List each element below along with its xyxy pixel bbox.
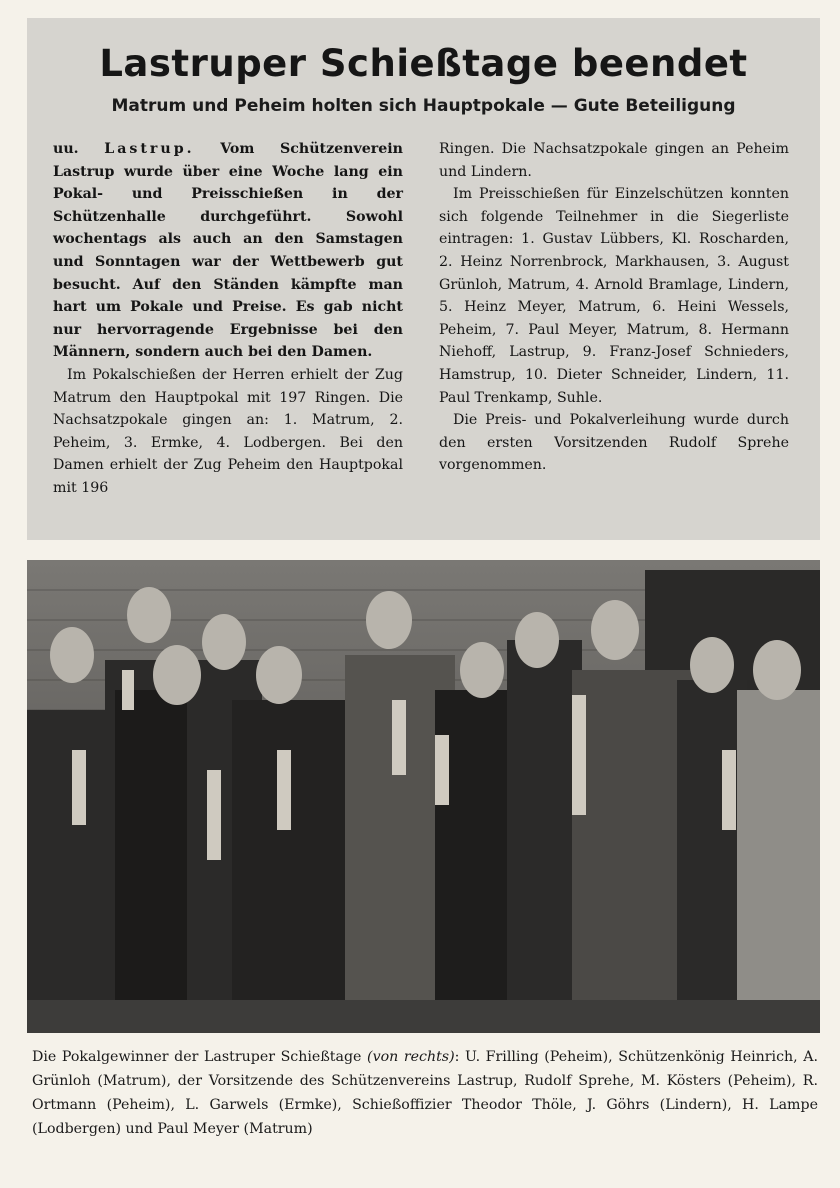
group-photo <box>27 560 820 1033</box>
article-headline: Lastruper Schießtage beendet <box>99 42 748 85</box>
caption-direction: (von rechts) <box>367 1049 455 1065</box>
article-column-right <box>439 138 789 477</box>
article-paragraph-2-continued: Ringen. Die Nachsatzpokale gingen an Peheim und Lindern. <box>439 141 789 180</box>
photo-caption <box>32 1045 818 1141</box>
dateline-place: Lastrup. <box>104 141 195 157</box>
newspaper-clipping <box>27 18 820 540</box>
article-column-left <box>53 138 403 500</box>
caption-intro: Die Pokalgewinner der Lastruper Schießtage <box>32 1049 362 1065</box>
article-paragraph-4: Die Preis- und Pokalverleihung wurde durch den ersten Vorsitzenden Rudolf Sprehe vorgenommen. <box>439 412 789 474</box>
group-photo-illustration <box>27 560 820 1033</box>
article-subheadline: Matrum und Peheim holten sich Hauptpokale — Gute Beteiligung <box>111 96 736 116</box>
article-paragraph-3: Im Preisschießen für Einzelschützen konnten sich folgende Teilnehmer in die Siegerliste eintragen: 1. Gustav Lübbers, Kl. Roscharden, 2. Heinz Norrenbrock, Markhausen, 3. August Grünloh, Matrum, 4. Arnold Bramlage, Lindern, 5. Heinz Meyer, Matrum, 6. Heini Wessels, Peheim, 7. Paul Meyer, Matrum, 8. Hermann Niehoff, Lastrup, 9. Franz-Josef Schnieders, Hamstrup, 10. Dieter Schneider, Lindern, 11. Paul Trenkamp, Suhle. <box>439 186 789 406</box>
dateline-prefix: uu. <box>53 141 79 157</box>
lead-text: Vom Schützenverein Lastrup wurde über eine Woche lang ein Pokal- und Preisschießen in der Schützenhalle durchgeführt. Sowohl wochentags als auch an den Samstagen und Sonntagen war der Wettbewerb gut besucht. Auf den Ständen kämpfte man hart um Pokale und Preise. Es gab nicht nur hervorragende Ergebnisse bei den Männern, sondern auch bei den Damen. <box>53 141 403 361</box>
article-lead-paragraph <box>53 138 403 364</box>
caption-names: : U. Frilling (Peheim), Schützenkönig Heinrich, A. Grünloh (Matrum), der Vorsitzende des Schützenvereins Lastrup, Rudolf Sprehe, M. Kösters (Peheim), R. Ortmann (Peheim), L. Garwels (Ermke), Schießoffizier Theodor Thöle, J. Göhrs (Lindern), H. Lampe (Lodbergen) und Paul Meyer (Matrum) <box>32 1049 819 1137</box>
article-paragraph-2: Im Pokalschießen der Herren erhielt der Zug Matrum den Hauptpokal mit 197 Ringen. Die Nachsatzpokale gingen an: 1. Matrum, 2. Peheim, 3. Ermke, 4. Lodbergen. Bei den Damen erhielt der Zug Peheim den Hauptpokal mit 196 <box>53 366 403 496</box>
